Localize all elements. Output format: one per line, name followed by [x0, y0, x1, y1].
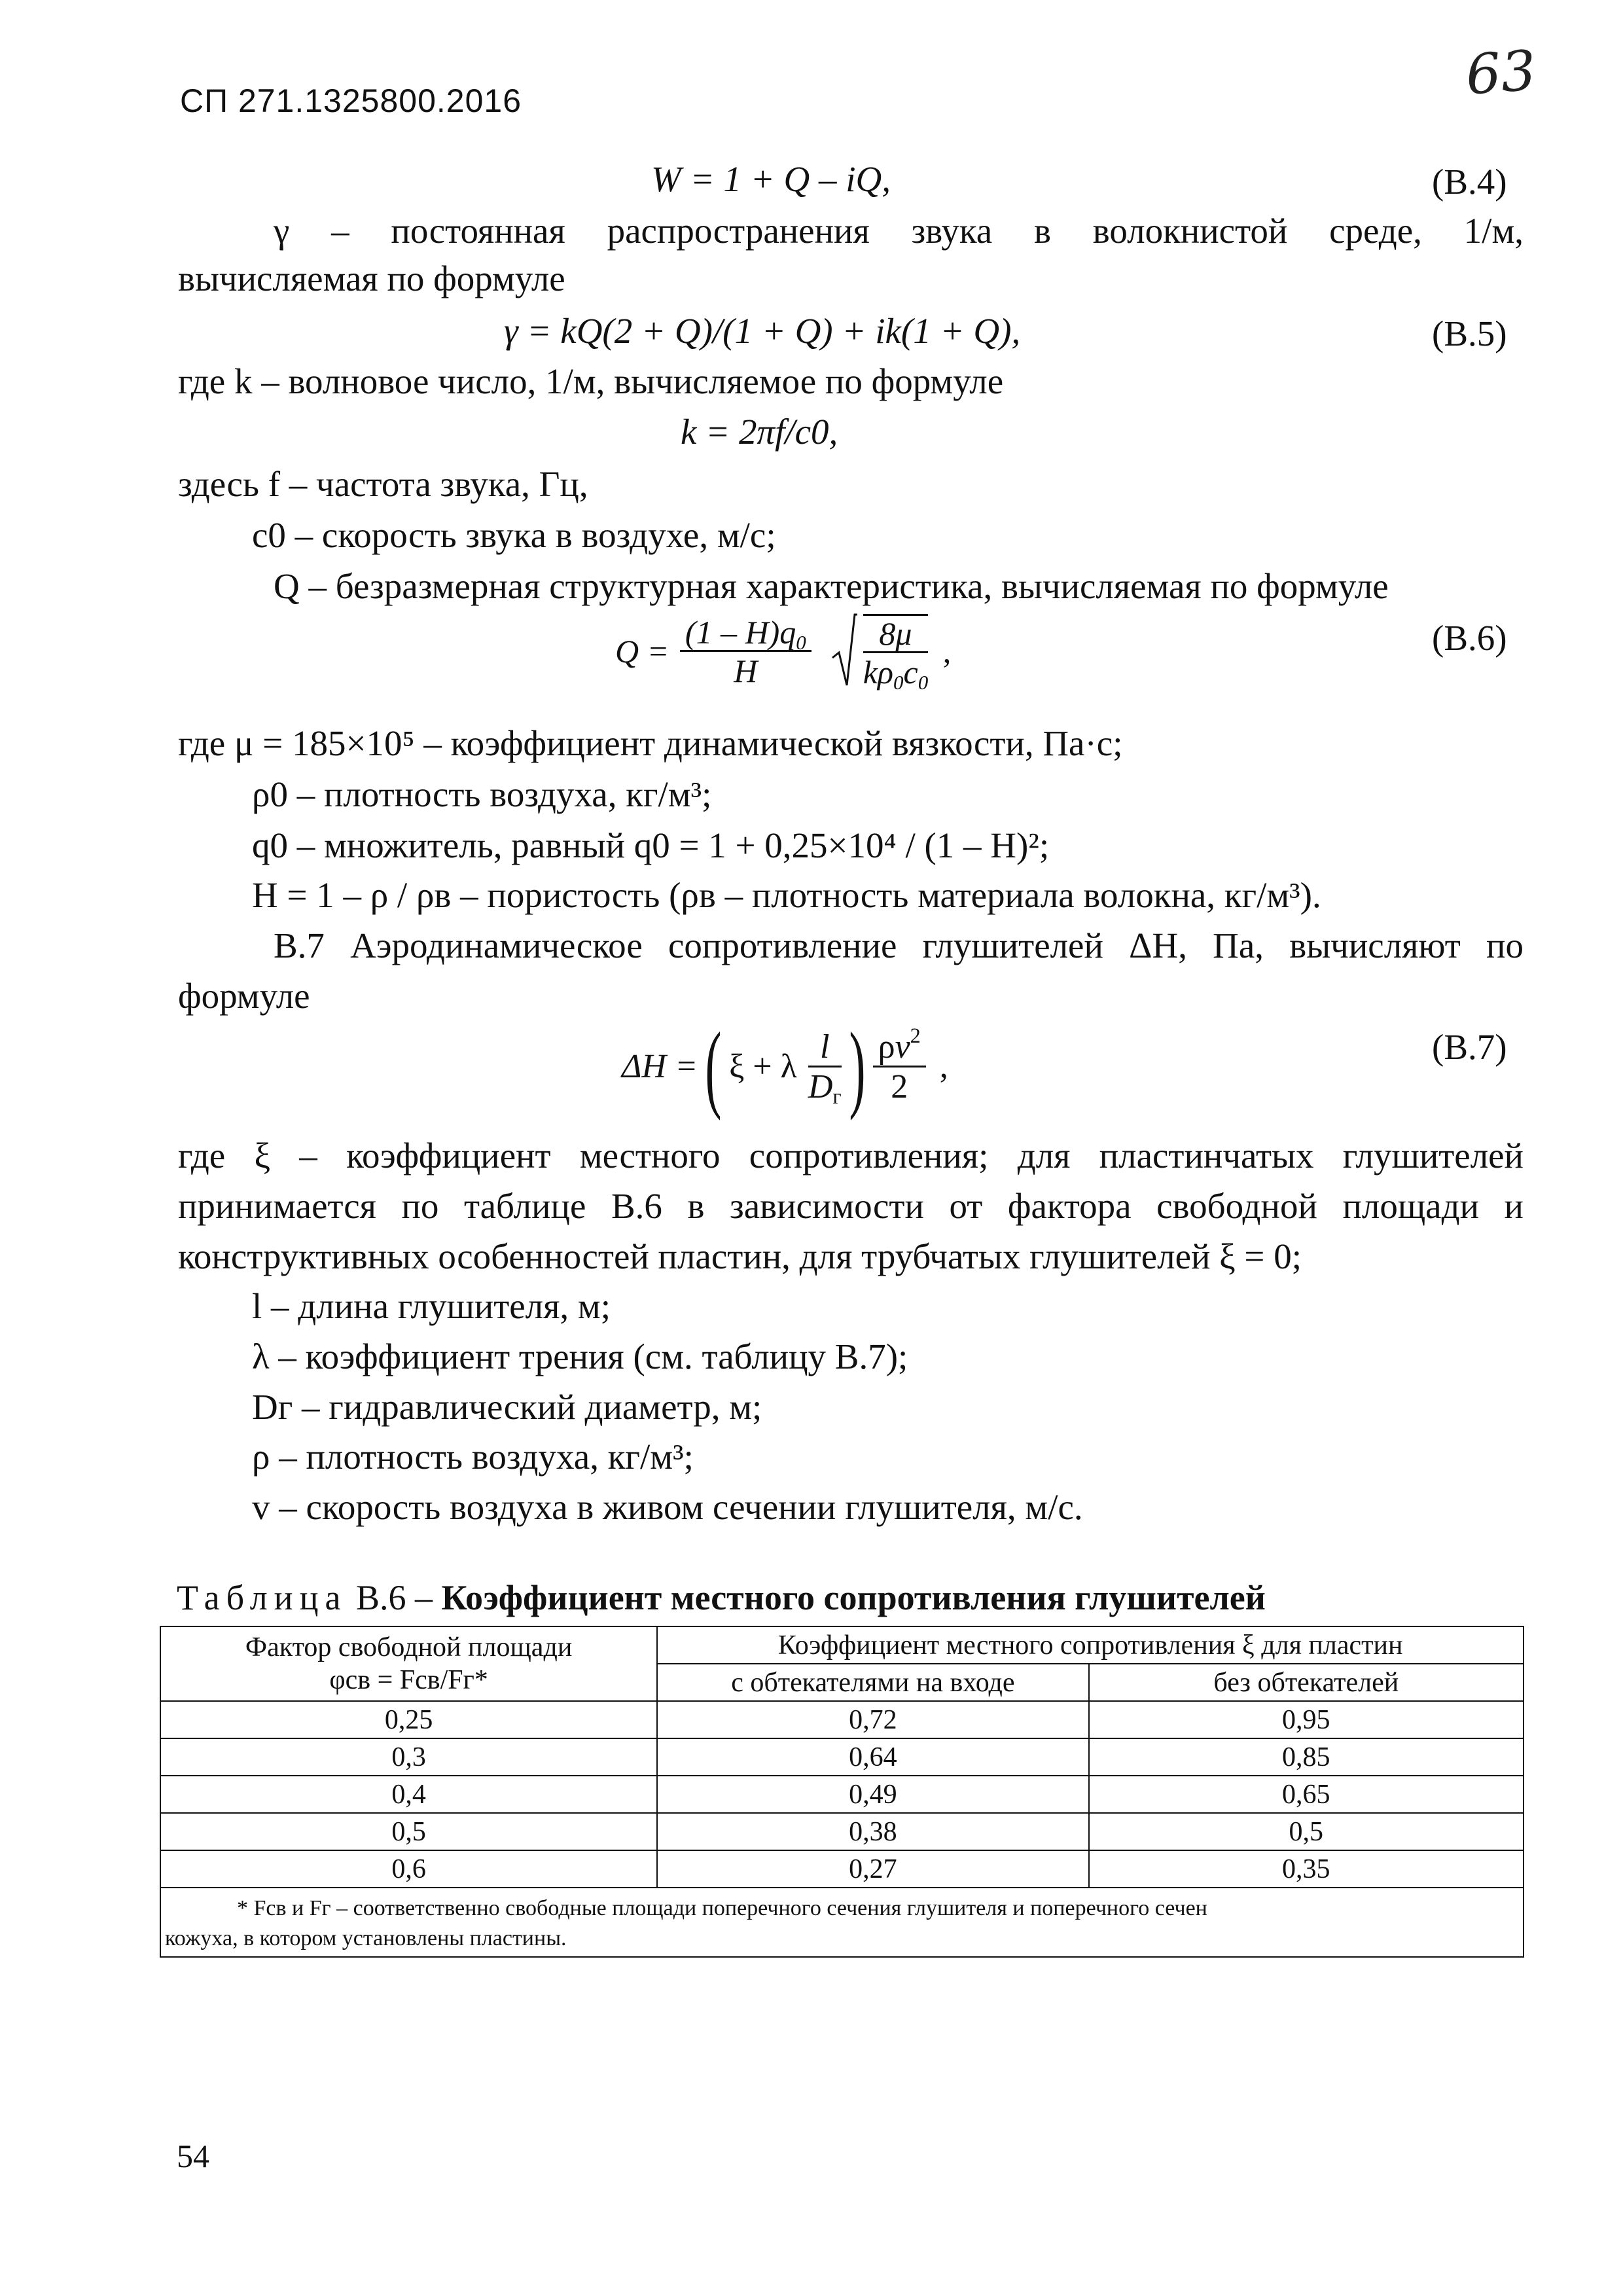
table-cell: 0,64 [657, 1738, 1088, 1776]
formula-k: k = 2πf/c0, [681, 412, 838, 452]
table-row [160, 1738, 1524, 1776]
col1-header-line2: φсв = Fсв/Fг* [329, 1665, 488, 1695]
col3-header: без обтекателей [1089, 1664, 1524, 1701]
col1-header [160, 1626, 657, 1701]
xi-definition-line2: принимается по таблице В.6 в зависимости от фактора свободной площади и [178, 1186, 1524, 1226]
formula-b4-label: (В.4) [1432, 162, 1507, 202]
table-footnote-line2: кожуха, в котором установлены пластины. [165, 1926, 567, 1950]
table-cell: 0,35 [1089, 1850, 1524, 1888]
gamma-definition-line2: вычисляемая по формуле [178, 259, 565, 298]
c0-definition: c0 – скорость звука в воздухе, м/с; [252, 515, 776, 555]
table-caption-number: В.6 – [355, 1578, 433, 1617]
table-cell: 0,3 [160, 1738, 657, 1776]
formula-b5-label: (В.5) [1432, 314, 1507, 353]
table-cell: 0,72 [657, 1701, 1088, 1738]
mu-definition: где μ = 185×10⁵ – коэффициент динамической вязкости, Па·с; [178, 723, 1123, 763]
xi-definition-line3: конструктивных особенностей пластин, для трубчатых глушителей ξ = 0; [178, 1236, 1302, 1276]
table-caption [177, 1577, 1266, 1618]
H-definition: H = 1 – ρ / ρв – пористость (ρв – плотность материала волокна, кг/м³). [252, 875, 1321, 915]
page-number: 54 [177, 2138, 209, 2174]
formula-b7-label: (В.7) [1432, 1027, 1507, 1067]
table-cell: 0,85 [1089, 1738, 1524, 1776]
table-footnote [160, 1888, 1524, 1957]
table-b6 [160, 1626, 1524, 1958]
radical-sign-icon [831, 612, 857, 691]
formula-b6-label: (В.6) [1432, 618, 1507, 658]
l-definition: l – длина глушителя, м; [252, 1286, 611, 1326]
col1-header-line1: Фактор свободной площади [245, 1632, 573, 1662]
table-cell: 0,95 [1089, 1701, 1524, 1738]
table-cell: 0,6 [160, 1850, 657, 1888]
table-cell: 0,65 [1089, 1776, 1524, 1813]
f-definition: здесь f – частота звука, Гц, [178, 464, 588, 504]
lambda-definition: λ – коэффициент трения (см. таблицу В.7); [252, 1336, 908, 1376]
formula-b4: W = 1 + Q – iQ, [651, 159, 891, 199]
table-cell: 0,38 [657, 1813, 1088, 1850]
rho0-definition: ρ0 – плотность воздуха, кг/м³; [252, 774, 712, 814]
b7-paragraph-line1: В.7 Аэродинамическое сопротивление глушителей ΔH, Па, вычисляют по [274, 925, 1524, 965]
rho-definition: ρ – плотность воздуха, кг/м³; [252, 1437, 694, 1477]
table-row [160, 1813, 1524, 1850]
group-header: Коэффициент местного сопротивления ξ для пластин [657, 1626, 1524, 1664]
table-cell: 0,49 [657, 1776, 1088, 1813]
xi-definition-line1: где ξ – коэффициент местного сопротивления; для пластинчатых глушителей [178, 1136, 1524, 1175]
Dg-definition: Dг – гидравлический диаметр, м; [252, 1387, 762, 1427]
col2-header: с обтекателями на входе [657, 1664, 1088, 1701]
table-footnote-line1: * Fсв и Fг – соответственно свободные площади поперечного сечения глушителя и поперечного сечен [237, 1896, 1207, 1920]
table-row [160, 1776, 1524, 1813]
b7-paragraph-line2: формуле [178, 976, 310, 1016]
table-row [160, 1850, 1524, 1888]
gamma-definition-line1: γ – постоянная распространения звука в волокнистой среде, 1/м, [274, 211, 1524, 251]
handwritten-page-number: 63 [1463, 38, 1539, 107]
table-cell: 0,5 [160, 1813, 657, 1850]
table-caption-title: Коэффициент местного сопротивления глушителей [441, 1578, 1266, 1617]
document-code: СП 271.1325800.2016 [180, 82, 522, 119]
table-cell: 0,5 [1089, 1813, 1524, 1850]
formula-b6: Q = $\frac{(1 - H)q_0}{H}$ $\frac{8\mu}{k\rho_0c_0}$ , [615, 612, 951, 691]
table-cell: 0,25 [160, 1701, 657, 1738]
q0-definition: q0 – множитель, равный q0 = 1 + 0,25×10⁴ / (1 – H)²; [252, 825, 1050, 865]
k-definition: где k – волновое число, 1/м, вычисляемое по формуле [178, 361, 1004, 401]
v-definition: v – скорость воздуха в живом сечении глушителя, м/с. [252, 1487, 1083, 1527]
formula-b5: γ = kQ(2 + Q)/(1 + Q) + ik(1 + Q), [504, 311, 1021, 351]
table-cell: 0,4 [160, 1776, 657, 1813]
table-caption-prefix: Таблица [177, 1578, 348, 1617]
Q-definition: Q – безразмерная структурная характеристика, вычисляемая по формуле [274, 566, 1389, 606]
table-row [160, 1701, 1524, 1738]
formula-b7: ΔH = ( ξ + λ $\frac{l}{D_г}$ ) $\frac{\rho v^2}{2}$ , [622, 1013, 948, 1121]
table-cell: 0,27 [657, 1850, 1088, 1888]
